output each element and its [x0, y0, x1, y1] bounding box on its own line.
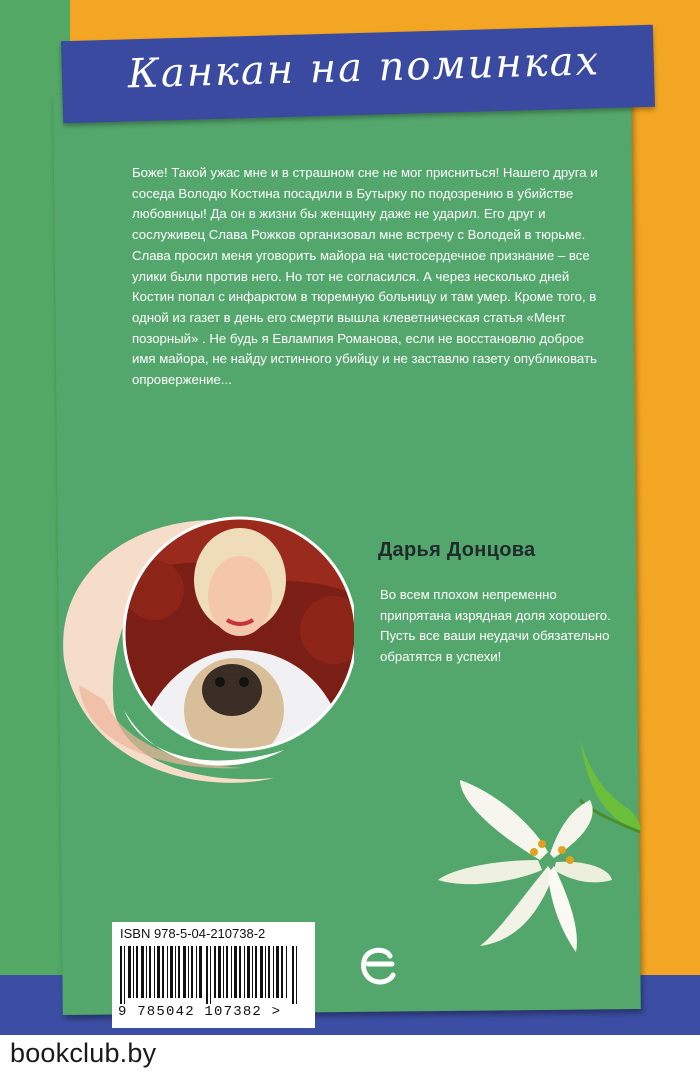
- title-banner: [61, 25, 655, 123]
- barcode-digits: 9 785042 107382 >: [118, 1004, 282, 1020]
- author-name: Дарья Донцова: [378, 539, 536, 561]
- publisher-logo-icon: [356, 942, 400, 986]
- isbn-barcode: [112, 922, 315, 1028]
- barcode-bars: [120, 946, 306, 1004]
- author-photo: [44, 510, 354, 790]
- author-quote: Во всем плохом непременно припрятана изрядная доля хорошего. Пусть все ваши неудачи обязательно обратятся в успехи!: [380, 587, 611, 664]
- footer-bar: [0, 1035, 700, 1081]
- footer-site-link[interactable]: bookclub.by: [10, 1038, 157, 1068]
- isbn-number: ISBN 978-5-04-210738-2: [120, 926, 266, 941]
- series-title: Канкан на поминках: [127, 38, 601, 98]
- book-blurb: [132, 163, 602, 391]
- lily-flower-image: [430, 740, 650, 960]
- blurb-paragraph: Боже! Такой ужас мне и в страшном сне не мог присниться! Нашего друга и соседа Володю Костина посадили в Бутырку по подозрению в убийстве любовницы! Да он в жизни бы женщину даже не ударил. Его друг и сослуживец Слава Рожков организовал мне встречу с Володей в тюрьме. Слава просил меня уговорить майора на чистосердечное признание – все улики были против него. Но тот не согласился. А через несколько дней Костин попал с инфарктом в тюремную больницу и там умер. Кроме того, в одной из газет в день его смерти вышла клеветническая статья «Мент позорный» . Не будь я Евлампия Романова, если не восстановлю доброе имя майора, не найду истинного убийцу и не заставлю газету опубликовать опровержение...: [132, 165, 598, 388]
